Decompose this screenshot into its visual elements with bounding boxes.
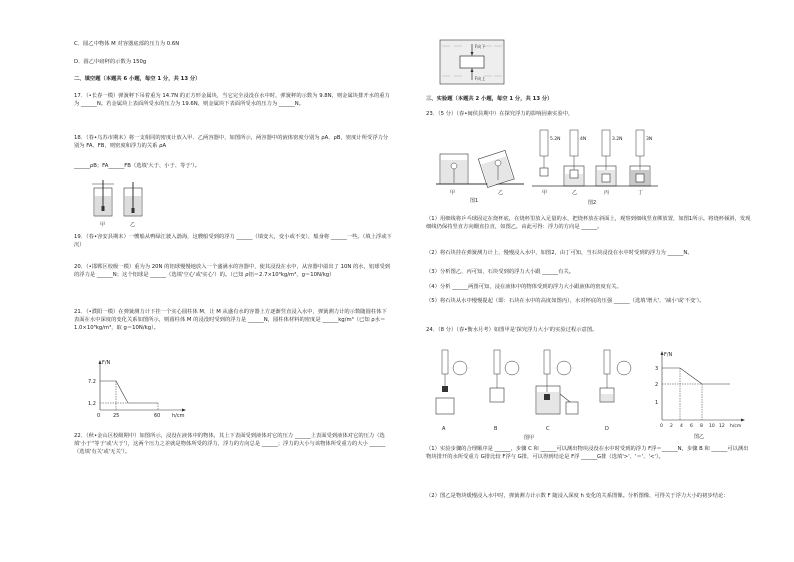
graph-21-x1: 25: [113, 413, 120, 419]
question-24-intro: 24．（8 分）（春•衡水月考）如图甲是'探究浮力大小'的实验过程示意图。: [426, 327, 598, 333]
question-24-part-1: （1）实验步骤的合理顺序是 ______，步骤 C 和 ______可以测出物块浸没在水中时受到的浮力 F浮＝______N，步骤 B 和 ______可以测出物块排开的水所受重力 G排比较 F浮与 G排，可以得到结论是 F浮 ______G排（选填'>'、'＝'、'<'）。: [426, 446, 749, 461]
graph-21-x0: 0: [97, 413, 101, 419]
graph-21-y1: 7.2: [88, 379, 96, 385]
graph-21-y2: 1.2: [88, 401, 96, 407]
figure-18-label-a: 甲: [100, 222, 106, 228]
question-22: 22．（秋•金山区校级期中）如图所示，浸没在液体中的物体，其上下表面受到液体对它的压力 ______上表面受到液体对它的压力（选填'小于''等于'或'大于'），这两个压力之差就是物体所受的浮力，浮力的方向总是 ______；浮力的大小与该物体所受重力的大小 ______（选填'有关'或'无关'）。: [74, 433, 386, 456]
graph-21-ylabel: F/N: [102, 360, 111, 366]
apparatus-a-label: A: [442, 426, 446, 432]
figure-23-2-caption: 图2: [588, 200, 597, 206]
section-fill-blank-heading: 二、填空题（本题共 6 小题，每空 1 分，共 13 分）: [74, 76, 201, 82]
scale-3-reading: 3.2N: [612, 137, 623, 142]
graph-24-ytick-2: 2: [655, 382, 659, 388]
figure-23-1-caption: 图1: [470, 198, 479, 204]
apparatus-b: [490, 350, 519, 432]
figure-23-2-label-3: 丙: [604, 190, 610, 196]
graph-21: [88, 358, 188, 418]
figure-24-yi-graph: [650, 348, 750, 440]
question-19: 19．（春•容安县期末）一艘船从鸭绿江驶入渤海，这艘船受到的浮力 ______（填变大，变小或不变），船身将 ______一些。（填上浮或下沉）: [74, 234, 392, 249]
graph-24-ytick-1: 1: [655, 400, 659, 406]
figure-24-jia-caption: 图甲: [524, 435, 535, 441]
graph-24-xtick-0: 0: [660, 424, 663, 429]
question-18: 18．（春•乌苏市期末）将一支相同的密度计放入甲、乙两容器中，如图所示，两容器中的液体密度分别为 ρA、ρB，密度计所受浮力分别为 FA、FB，则密度和浮力的关系 ρA: [74, 135, 389, 150]
figure-23-2-label-2: 乙: [572, 190, 578, 196]
graph-21-xlabel: h/cm: [172, 413, 185, 419]
figure-23-2-label-1: 甲: [542, 190, 548, 196]
graph-24-xtick-4: 8: [700, 424, 703, 429]
question-23-part-5: （5）将石块从水中慢慢提起（即：石块在水中的高度如图丙），水对杯底的压强 ______（选填'增大'、'减小'或'不变'）。: [426, 298, 705, 304]
figure-23-1-label-a: 甲: [450, 190, 456, 196]
scale-2: [564, 130, 586, 186]
figure-22-top-force: F向下: [475, 44, 486, 49]
question-18-blanks: ______ρB；FA______FB（选填'大于、小于、等于'）。: [74, 163, 201, 169]
graph-24-xtick-3: 6: [690, 424, 693, 429]
question-20: 20．（•邯郸区校级一模）重为为 20N 的铝球慢慢地放入一个盛满水的容器中，使其浸没在水中，从容器中溢出了 10N 的水，铝球受到的浮力是 ______N；这个铝球是 ______（选填'空心'或'实心'）的。（已知 ρ铝＝2.7×10³kg/m³，g＝10N/kg）: [74, 264, 391, 279]
figure-24-yi-caption: 图乙: [694, 434, 705, 440]
figure-23-2: [532, 128, 662, 204]
option-c: C．圆乙中物体 M 对容器底部的压力为 0.6N: [74, 41, 180, 47]
apparatus-c: [536, 350, 578, 432]
apparatus-c-label: C: [546, 426, 550, 432]
graph-24-xlabel: h/cm: [730, 424, 742, 429]
scale-4-reading: 3N: [646, 137, 653, 142]
figure-23-1-label-b: 乙: [498, 190, 504, 196]
graph-21-x2: 60: [154, 413, 161, 419]
graph-24-xtick-1: 2: [670, 424, 673, 429]
apparatus-d-label: D: [605, 426, 609, 432]
graph-24-xtick-6: 12: [719, 424, 725, 429]
graph-24-xtick-2: 4: [680, 424, 683, 429]
apparatus-d: [600, 350, 631, 432]
question-21: 21．（•濮阳一模）在弹簧测力计下挂一个实心圆柱体 M，让 M 从盛有水的容器上方逐渐竖直浸入水中，弹簧测力计的示数随圆柱体下表面在水中深度的变化关系如图所示，则圆柱体 M 的浸没时受到的浮力是 ______N，圆柱体材料的密度是 ______kg/m³（已知 ρ水＝1.0×10³kg/m³，取 g＝10N/kg）。: [74, 309, 387, 332]
graph-24-ylabel: F/N: [664, 352, 673, 358]
graph-24-xtick-5: 10: [709, 424, 715, 429]
figure-24-jia: [432, 346, 642, 440]
apparatus-a: [436, 350, 467, 432]
scale-1: [540, 130, 561, 176]
scale-4: [630, 130, 652, 186]
scale-1-reading: 5.2N: [550, 137, 561, 142]
question-23-part-4: （4）分析 ______两图可知，浸在液体中的物体受到的浮力大小跟液体的密度有关。: [426, 284, 622, 290]
scale-3: [596, 130, 623, 186]
figure-23-2-label-4: 丁: [638, 190, 644, 196]
figure-18-label-b: 乙: [130, 222, 136, 228]
section-experiment-heading: 三、实验题（本题共 2 小题，每空 1 分，共 13 分）: [426, 96, 553, 102]
question-23-intro: 23．（5 分）（春•闽侯县期中）在探究浮力的影响因素实验中，: [426, 111, 574, 117]
question-23-part-2: （2）将石块挂在弹簧测力计上，慢慢浸入水中，如图2，由丁可知，当石块浸没在水中时受到的浮力为 ______N。: [426, 250, 693, 256]
apparatus-b-label: B: [494, 426, 498, 432]
graph-24-ytick-3: 3: [655, 366, 659, 372]
figure-23-1: [436, 128, 526, 204]
scale-2-reading: 4N: [580, 137, 587, 142]
question-23-part-1: （1）用细线将乒乓球固定在烧杯底，在烧杯里放入足量的水，把烧杯放在斜面上，观察到细线竖直绑放置，如图1所示。将烧杯倾斜，发现细线仍保持竖直方向绷直拉直，如图乙，由此可得：浮力的方向是 ______。: [426, 216, 751, 231]
question-23-part-3: （3）分析图乙、丙可知，石块受到的浮力大小跟 ______有关。: [426, 269, 575, 275]
figure-22-bottom-force: F向上: [475, 76, 486, 81]
question-17: 17．（•长春一模）弹簧秤下吊着重为 14.7N 的正方形金属块，当它完全浸没在水中时，弹簧秤的示数为 9.8N，则金属块排开水的重力为 ______N。若金属块上表面所受水的压力为 19.6N，则金属块下表面所受水的压力为 ______N。: [74, 93, 390, 108]
figure-22-block: [440, 36, 510, 88]
figure-18-beakers: [92, 176, 152, 228]
option-d: D．圆乙中磅秤的示数为 150g: [74, 59, 147, 65]
question-24-part-2: （2）图乙是物块缓慢浸入水中时，弹簧测力计示数 F 随浸入深度 h 变化的关系图像。分析图像，可得关于浮力大小的初步结论：: [426, 493, 729, 499]
